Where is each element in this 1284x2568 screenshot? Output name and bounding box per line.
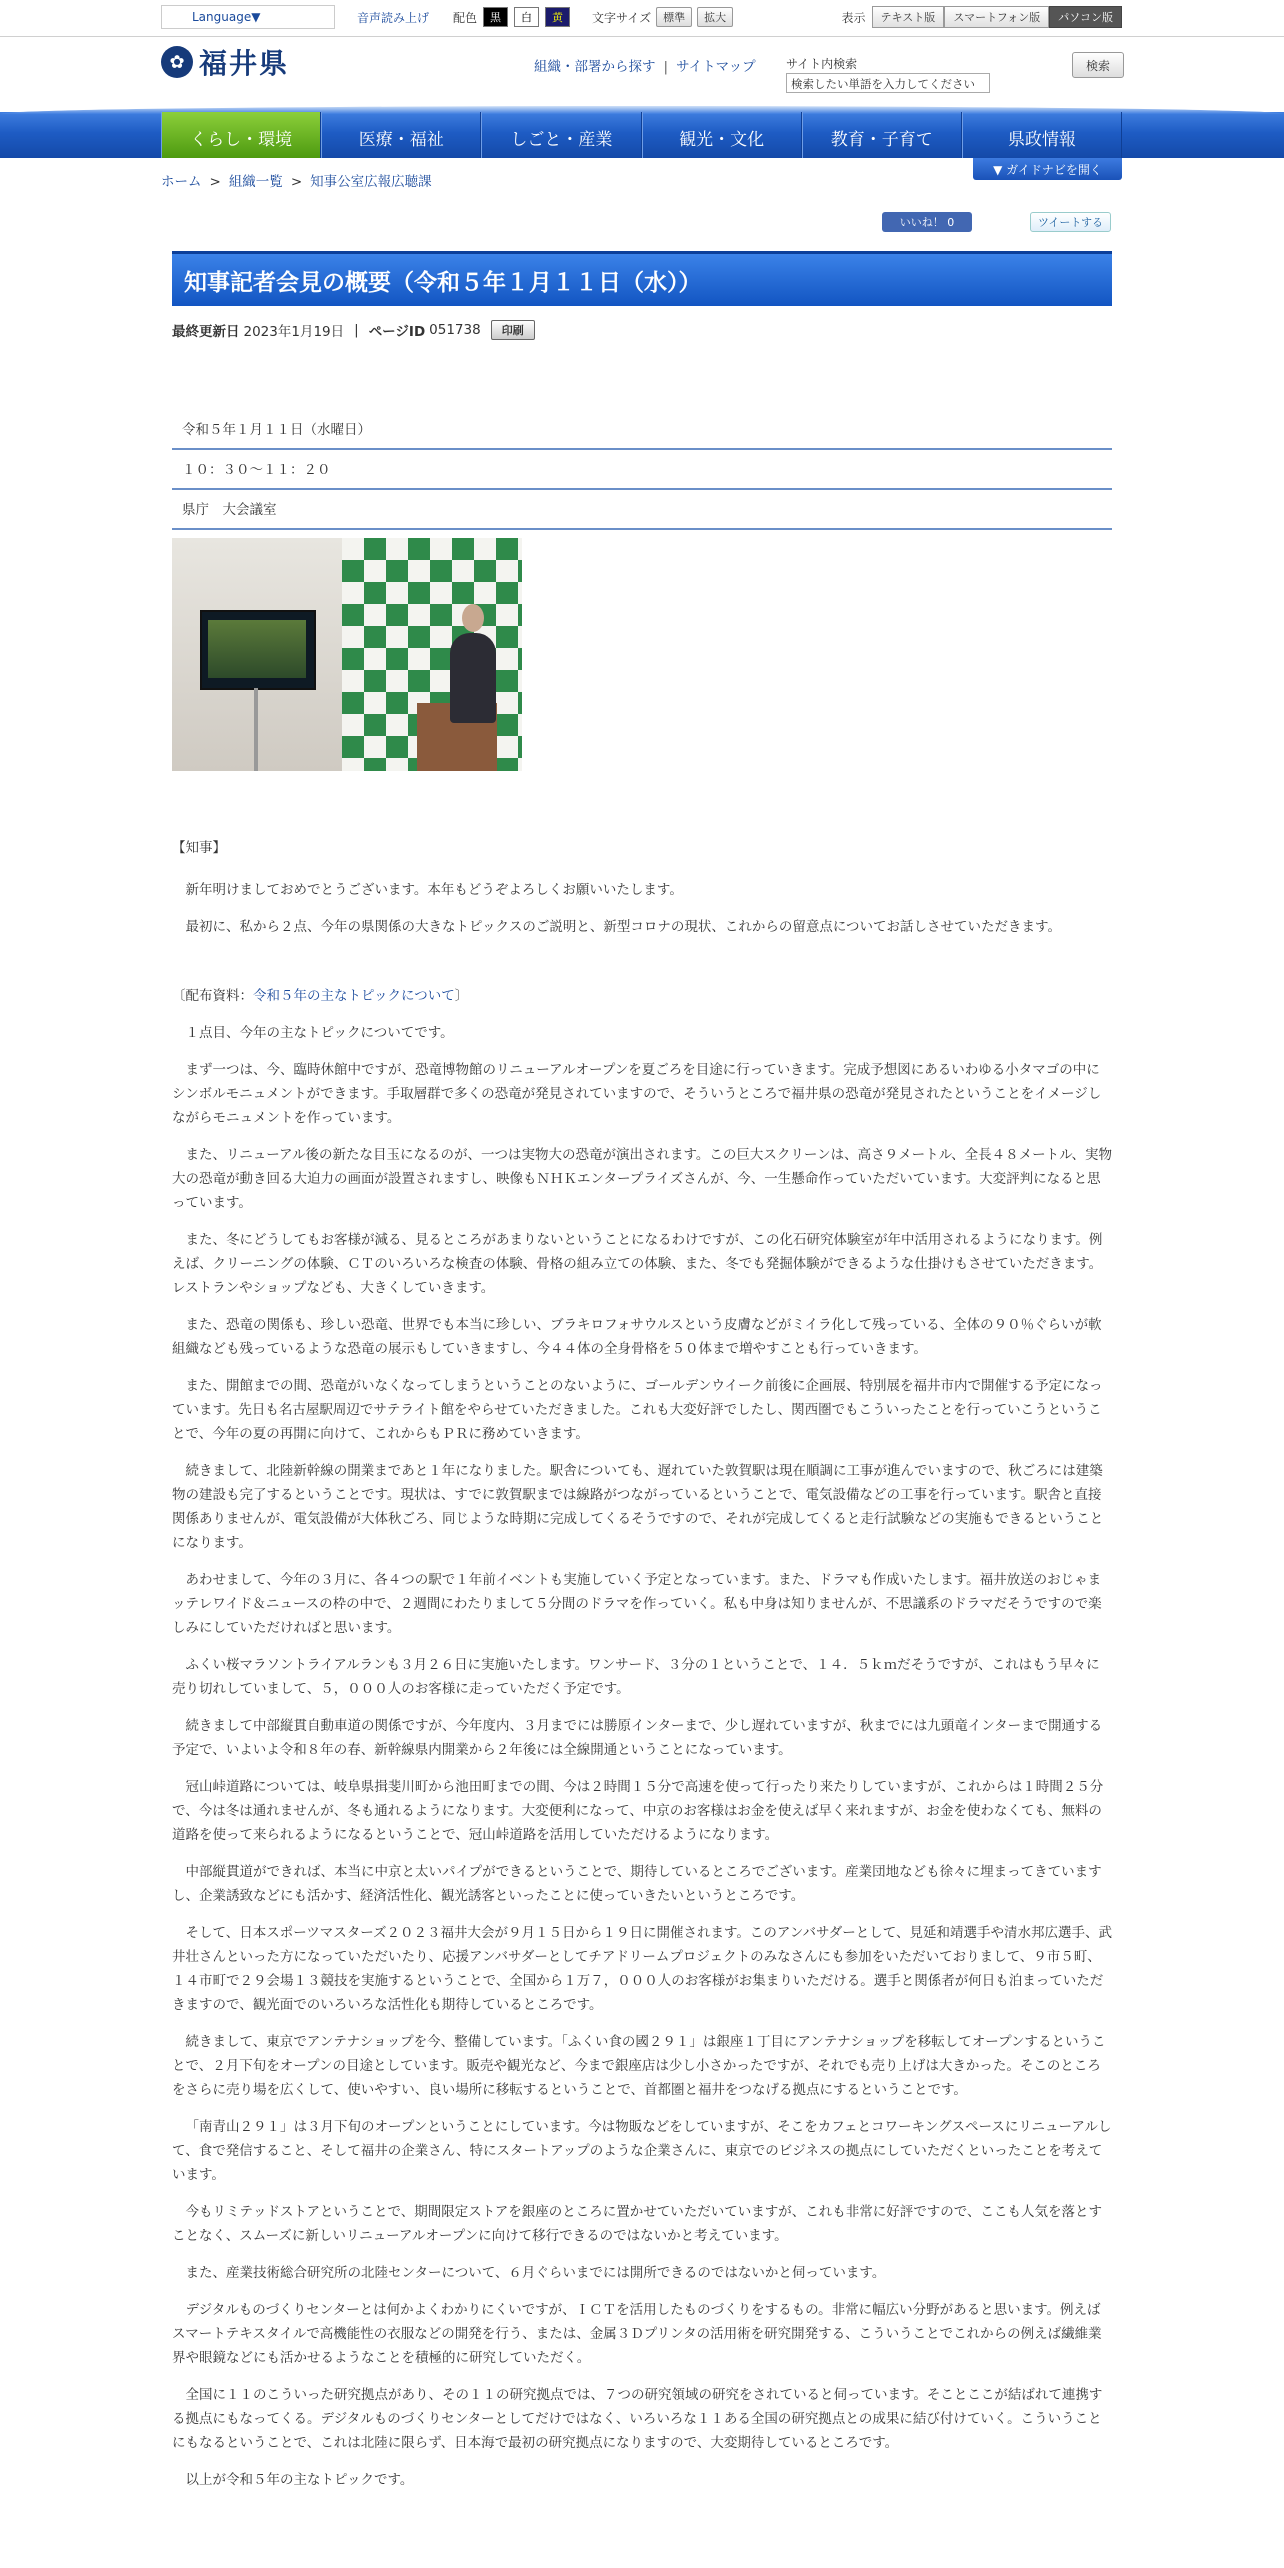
- breadcrumb-dept[interactable]: 知事公室広報広聴課: [310, 174, 432, 190]
- print-button[interactable]: 印刷: [491, 320, 535, 340]
- page-title: 知事記者会見の概要（令和５年１月１１日（水））: [172, 251, 1112, 306]
- color-yellow-button[interactable]: 黄: [545, 7, 570, 27]
- updated-value: 2023年1月19日: [243, 324, 345, 340]
- pageid-value: 051738: [429, 322, 481, 338]
- sitemap-link[interactable]: サイトマップ: [676, 59, 756, 75]
- paragraph: また、恐竜の関係も、珍しい恐竜、世界でも本当に珍しい、ブラキロフォサウルスという皮膚などがミイラ化して残っている、全体の９０％ぐらいが軟組織なども残っているような恐竜の展示もしていきますし、今４４体の全身骨格を５０体まで増やすことも行っていきます。: [172, 1317, 1102, 1357]
- paragraph: また、リニューアル後の新たな目玉になるのが、一つは実物大の恐竜が演出されます。この巨大スクリーンは、高さ９メートル、全長４８メートル、実物大の恐竜が動き回る大迫力の画面が設置されますし、映像もＮＨＫエンタープライズさんが、今、一生懸命作っていただいています。大変評判になると思っています。: [172, 1147, 1113, 1211]
- paragraph: デジタルものづくりセンターとは何かよくわかりにくいですが、ＩＣＴを活用したものづくりをするもの。非常に幅広い分野があると思います。例えばスマートテキスタイルで高機能性の衣服などの開発を行う、または、金属３Ｄプリンタの活用術を研究開発する、こういうことでこれからの例えば繊維業界や眼鏡などにも活かせるようなことを積極的に研究していただく。: [172, 2302, 1102, 2366]
- nav-item-living[interactable]: くらし・環境: [161, 112, 321, 158]
- paragraph: ふくい桜マラソントライアルランも３月２６日に実施いたします。ワンサード、３分の１ということで、１４．５ｋｍだそうですが、これはもう早々に売り切れしていまして、５，０００人のお客様に走っていただく予定です。: [172, 1657, 1100, 1697]
- paragraph: 「南青山２９１」は３月下旬のオープンということにしています。今は物販などをしていますが、そこをカフェとコワーキングスペースにリニューアルして、食で発信すること、そして福井の企業さん、特にスタートアップのような企業さんに、東京でのビジネスの拠点にしていただくといったことを考えています。: [172, 2119, 1112, 2183]
- info-place: [172, 490, 1112, 530]
- handout-line: 〔配布資料：令和５年の主なトピックについて〕: [172, 988, 469, 1004]
- date-text: 令和５年１月１１日（水曜日）: [182, 422, 371, 438]
- paragraph: そして、日本スポーツマスターズ２０２３福井大会が９月１５日から１９日に開催されます。このアンバサダーとして、見延和靖選手や清水邦広選手、武井壮さんといった方になっていただいたり、応援アンバサダーとしてチアドリームプロジェクトのみなさんにも参加をいただいておりまして、９市５町、１４市町で２９会場１３競技を実施するということで、全国から１万７，０００人のお客様がお集まりいただける。選手と関係者が何日も泊まっていただきますので、観光面でのいろいろな活性化も期待しているところです。: [172, 1925, 1113, 2013]
- global-nav: [0, 112, 1284, 158]
- nav-item-education[interactable]: 教育・子育て: [802, 112, 962, 158]
- info-date: [172, 410, 1112, 450]
- place-text: 県庁 大会議室: [182, 502, 277, 518]
- paragraph: あわせまして、今年の３月に、各４つの駅で１年前イベントも実施していく予定となっています。また、ドラマも作成いたします。福井放送のおじゃまッテレワイド＆ニュースの枠の中で、２週間にわたりまして５分間のドラマを作っていく。私も中身は知りませんが、不思議系のドラマだそうですので楽しみにしていただければと思います。: [172, 1572, 1102, 1636]
- logo-text: 福井県: [199, 47, 290, 80]
- time-text: １０：３０～１１：２０: [182, 462, 331, 478]
- nav-item-medical[interactable]: 医療・福祉: [321, 112, 481, 158]
- prefecture-emblem-icon: ✿: [161, 46, 193, 78]
- font-size-large-button[interactable]: 拡大: [697, 7, 733, 27]
- paragraph: まず一つは、今、臨時休館中ですが、恐竜博物館のリニューアルオープンを夏ごろを目途に行っていきます。完成予想図にあるいわゆる小タマゴの中にシンボルモニュメントができます。手取層群で多くの恐竜が発見されていますので、そういうところで福井県の恐竜が発見されたということをイメージしながらモニュメントを作っています。: [172, 1062, 1102, 1126]
- paragraph: 最初に、私から２点、今年の県関係の大きなトピックスのご説明と、新型コロナの現状、これからの留意点についてお話しさせていただきます。: [185, 919, 1061, 935]
- paragraph: 中部縦貫道ができれば、本当に中京と太いパイプができるということで、期待しているところでございます。産業団地なども徐々に埋まってきていますし、企業誘致などにも活かす、経済活性化、観光誘客といったことに使っていきたいというところです。: [172, 1864, 1102, 1904]
- paragraph: また、冬にどうしてもお客様が減る、見るところがあまりないということになるわけですが、この化石研究体験室が年中活用されるようになります。例えば、クリーニングの体験、ＣＴのいろいろな検査の体験、骨格の組み立ての体験、また、冬でも発掘体験ができるような仕掛けもさせていただきます。レストランやショップなども、大きくしていきます。: [172, 1232, 1103, 1296]
- utility-bar: [0, 0, 1284, 37]
- voice-reader-link[interactable]: 音声読み上げ: [357, 10, 430, 25]
- paragraph: 今もリミテッドストアということで、期間限定ストアを銀座のところに置かせていただいていますが、これも非常に好評ですので、ここも人気を落とすことなく、スムーズに新しいリニューアルオープンに向けて移行できるのではないかと考えています。: [172, 2204, 1103, 2244]
- speaker-label: 【知事】: [172, 840, 226, 856]
- paragraph: 続きまして中部縦貫自動車道の関係ですが、今年度内、３月までには勝原インターまで、少し遅れていますが、秋までには九頭竜インターまで開通する予定で、いよいよ令和８年の春、新幹線県内開業から２年後には全線開通ということになっています。: [172, 1718, 1103, 1758]
- paragraph: 全国に１１のこういった研究拠点があり、その１１の研究拠点では、７つの研究領域の研究をされていると伺っています。そことここが結ばれて連携する拠点にもなってくる。デジタルものづくりセンターとしてだけではなく、いろいろな１１ある全国の研究拠点との成果に結び付けていく。こういうことにもなるということで、これは北陸に限らず、日本海で最初の研究拠点になりますので、大変期待しているところです。: [172, 2387, 1103, 2451]
- org-search-link[interactable]: 組織・部署から探す: [534, 59, 656, 75]
- nav-item-tourism[interactable]: 観光・文化: [642, 112, 802, 158]
- paragraph: 新年明けましておめでとうございます。本年もどうぞよろしくお願いいたします。: [185, 882, 683, 898]
- display-mode-label: 表示: [841, 10, 866, 25]
- page-meta: 最終更新日 2023年1月19日 | ページID 051738 印刷: [172, 320, 535, 340]
- paragraph: 続きまして、北陸新幹線の開業まであと１年になりました。駅舎についても、遅れていた敦賀駅は現在順調に工事が進んでいますので、秋ごろには建築物の建設も完了するということです。現状は、すでに敦賀駅までは線路がつながっているということで、電気設備などの工事を行っています。駅舎と直接関係ありませんが、電気設備が大体秋ごろ、同じような時期に完成してくるそうですので、それが完成してくると走行試験などの実施もできるということになります。: [172, 1463, 1104, 1551]
- paragraph: また、開館までの間、恐竜がいなくなってしまうということのないように、ゴールデンウイーク前後に企画展、特別展を福井市内で開催する予定になっています。先日も名古屋駅周辺でサテライト館をやらせていただきました。これも大変好評でしたし、関西圏でもこういったことを行っていこうということで、今年の夏の再開に向けて、これからもＰＲに務めていきます。: [172, 1378, 1103, 1442]
- color-white-button[interactable]: 白: [514, 7, 539, 27]
- facebook-like-button[interactable]: いいね！ 0: [882, 212, 972, 232]
- pc-version-button[interactable]: パソコン版: [1049, 6, 1122, 28]
- pageid-label: ページID: [368, 324, 426, 340]
- font-size-normal-button[interactable]: 標準: [656, 7, 692, 27]
- paragraph: また、産業技術総合研究所の北陸センターについて、６月ぐらいまでには開所できるのではないかと伺っています。: [185, 2265, 886, 2281]
- search-button[interactable]: 検索: [1072, 52, 1124, 78]
- font-size-label: 文字サイズ: [592, 10, 652, 25]
- tweet-button[interactable]: ツイートする: [1030, 212, 1111, 232]
- article-body: [172, 836, 1112, 2505]
- search-input[interactable]: 検索したい単語を入力してください: [786, 73, 990, 93]
- guide-navi-button[interactable]: ▼ ガイドナビを開く: [973, 158, 1122, 180]
- color-black-button[interactable]: 黒: [483, 7, 508, 27]
- paragraph: 続きまして、東京でアンテナショップを今、整備しています。「ふくい食の國２９１」は銀座１丁目にアンテナショップを移転してオープンするということで、２月下旬をオープンの目途としています。販売や観光など、今まで銀座店は少し小さかったですが、それでも売り上げは大きかった。そこのところをさらに売り場を広くして、使いやすい、良い場所に移転するということで、首都圏と福井をつなげる拠点にするということです。: [172, 2034, 1106, 2098]
- language-select[interactable]: Language▼: [161, 5, 335, 29]
- nav-item-government[interactable]: 県政情報: [962, 112, 1122, 158]
- color-scheme-label: 配色: [453, 10, 478, 25]
- info-time: [172, 450, 1112, 490]
- breadcrumb-org[interactable]: 組織一覧: [228, 174, 283, 190]
- smartphone-version-button[interactable]: スマートフォン版: [944, 6, 1049, 28]
- handout-link[interactable]: 令和５年の主なトピックについて: [253, 988, 455, 1004]
- breadcrumb-home[interactable]: ホーム: [161, 174, 202, 190]
- nav-item-work[interactable]: しごと・産業: [481, 112, 641, 158]
- paragraph: 冠山峠道路については、岐阜県揖斐川町から池田町までの間、今は２時間１５分で高速を使って行ったり来たりしていますが、これからは１時間２５分で、今は冬は通れませんが、冬も通れるようになります。大変便利になって、中京のお客様はお金を使えば早く来れますが、お金を使わなくても、無料の道路を使って来られるようになるということで、冠山峠道路を活用していただけるようになります。: [172, 1779, 1104, 1843]
- search-label: サイト内検索: [786, 57, 858, 71]
- breadcrumb: ホーム > 組織一覧 > 知事公室広報広聴課: [161, 174, 432, 190]
- site-logo[interactable]: [161, 42, 289, 82]
- paragraph: １点目、今年の主なトピックについてです。: [185, 1025, 454, 1041]
- text-version-button[interactable]: テキスト版: [872, 6, 945, 28]
- paragraph: 以上が令和５年の主なトピックです。: [185, 2472, 414, 2488]
- updated-label: 最終更新日: [172, 324, 240, 340]
- press-conference-photo: [172, 538, 522, 771]
